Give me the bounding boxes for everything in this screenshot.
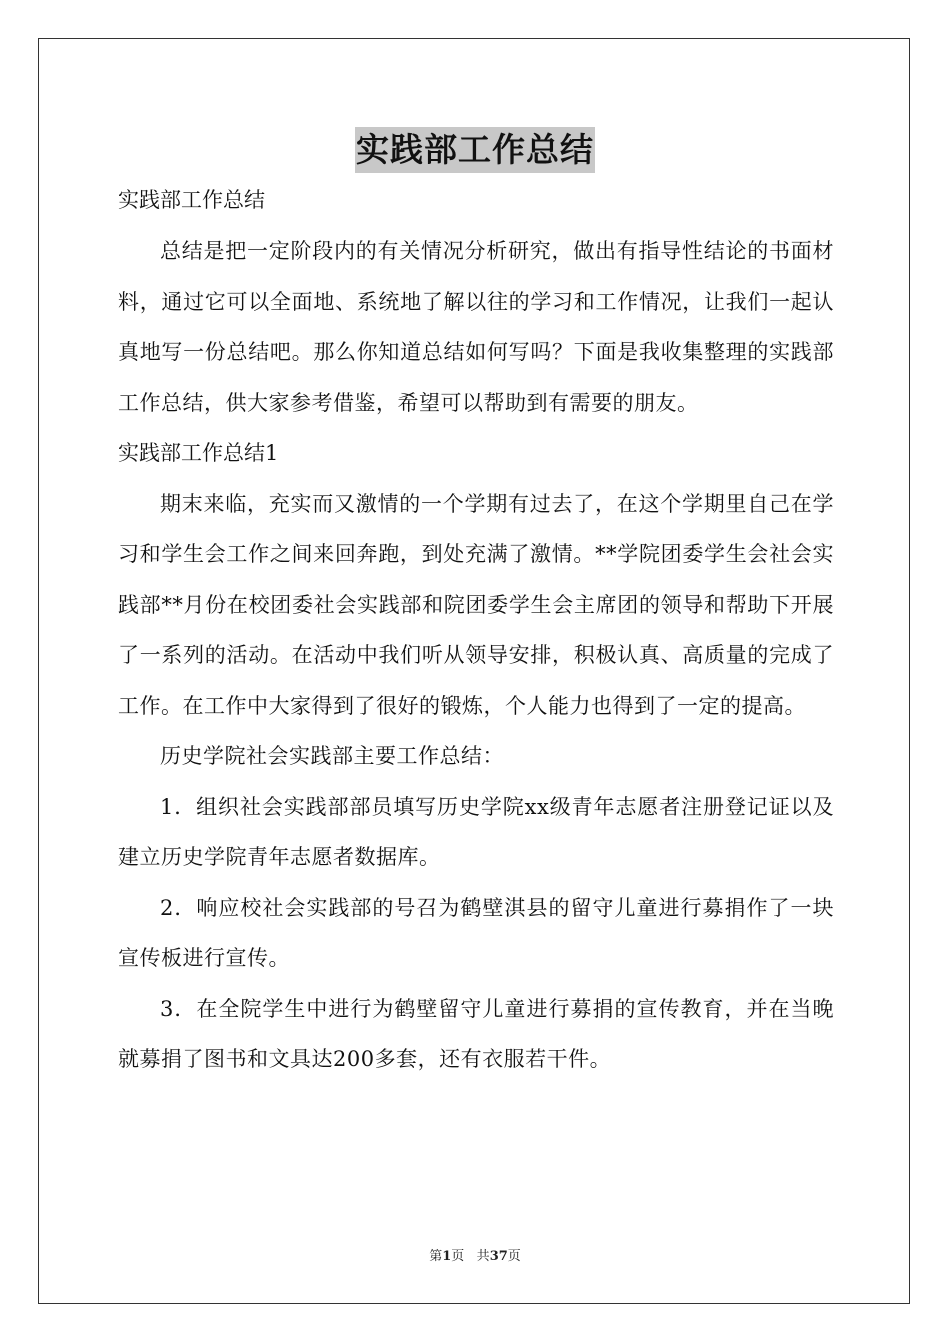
paragraph-list-intro: 历史学院社会实践部主要工作总结： bbox=[160, 744, 504, 768]
paragraph-intro: 总结是把一定阶段内的有关情况分析研究，做出有指导性结论的书面材料，通过它可以全面地、系统地了解以往的学习和工作情况，让我们一起认真地写一份总结吧。那么你知道总结如何写吗？下面是我收集整理的实践部工作总结，供大家参考借鉴，希望可以帮助到有需要的朋友。 bbox=[118, 239, 834, 415]
footer-prefix: 第 bbox=[429, 1249, 443, 1264]
footer-total-prefix: 共 bbox=[476, 1249, 490, 1264]
document-body bbox=[118, 226, 834, 1085]
footer-page-number: 1 bbox=[442, 1249, 452, 1264]
list-item-3: 3．在全院学生中进行为鹤壁留守儿童进行募捐的宣传教育，并在当晚就募捐了图书和文具达200多套，还有衣服若干件。 bbox=[118, 996, 834, 1071]
document-subtitle: 实践部工作总结 bbox=[118, 188, 265, 212]
section-heading: 实践部工作总结1 bbox=[118, 441, 279, 465]
paragraph-summary: 期末来临，充实而又激情的一个学期有过去了，在这个学期里自己在学习和学生会工作之间来回奔跑，到处充满了激情。**学院团委学生会社会实践部**月份在校团委社会实践部和院团委学生会主席团的领导和帮助下开展了一系列的活动。在活动中我们听从领导安排，积极认真、高质量的完成了工作。在工作中大家得到了很好的锻炼，个人能力也得到了一定的提高。 bbox=[118, 491, 834, 718]
footer-page-suffix: 页 bbox=[451, 1249, 465, 1264]
footer-total-suffix: 页 bbox=[507, 1249, 521, 1264]
list-item-1: 1．组织社会实践部部员填写历史学院xx级青年志愿者注册登记证以及建立历史学院青年志愿者数据库。 bbox=[118, 794, 834, 869]
document-title: 实践部工作总结 bbox=[355, 127, 595, 173]
list-item-2: 2．响应校社会实践部的号召为鹤壁淇县的留守儿童进行募捐作了一块宣传板进行宣传。 bbox=[118, 895, 834, 970]
footer-total-pages: 37 bbox=[489, 1249, 508, 1264]
page-footer bbox=[0, 1245, 950, 1264]
title-container bbox=[0, 127, 950, 173]
